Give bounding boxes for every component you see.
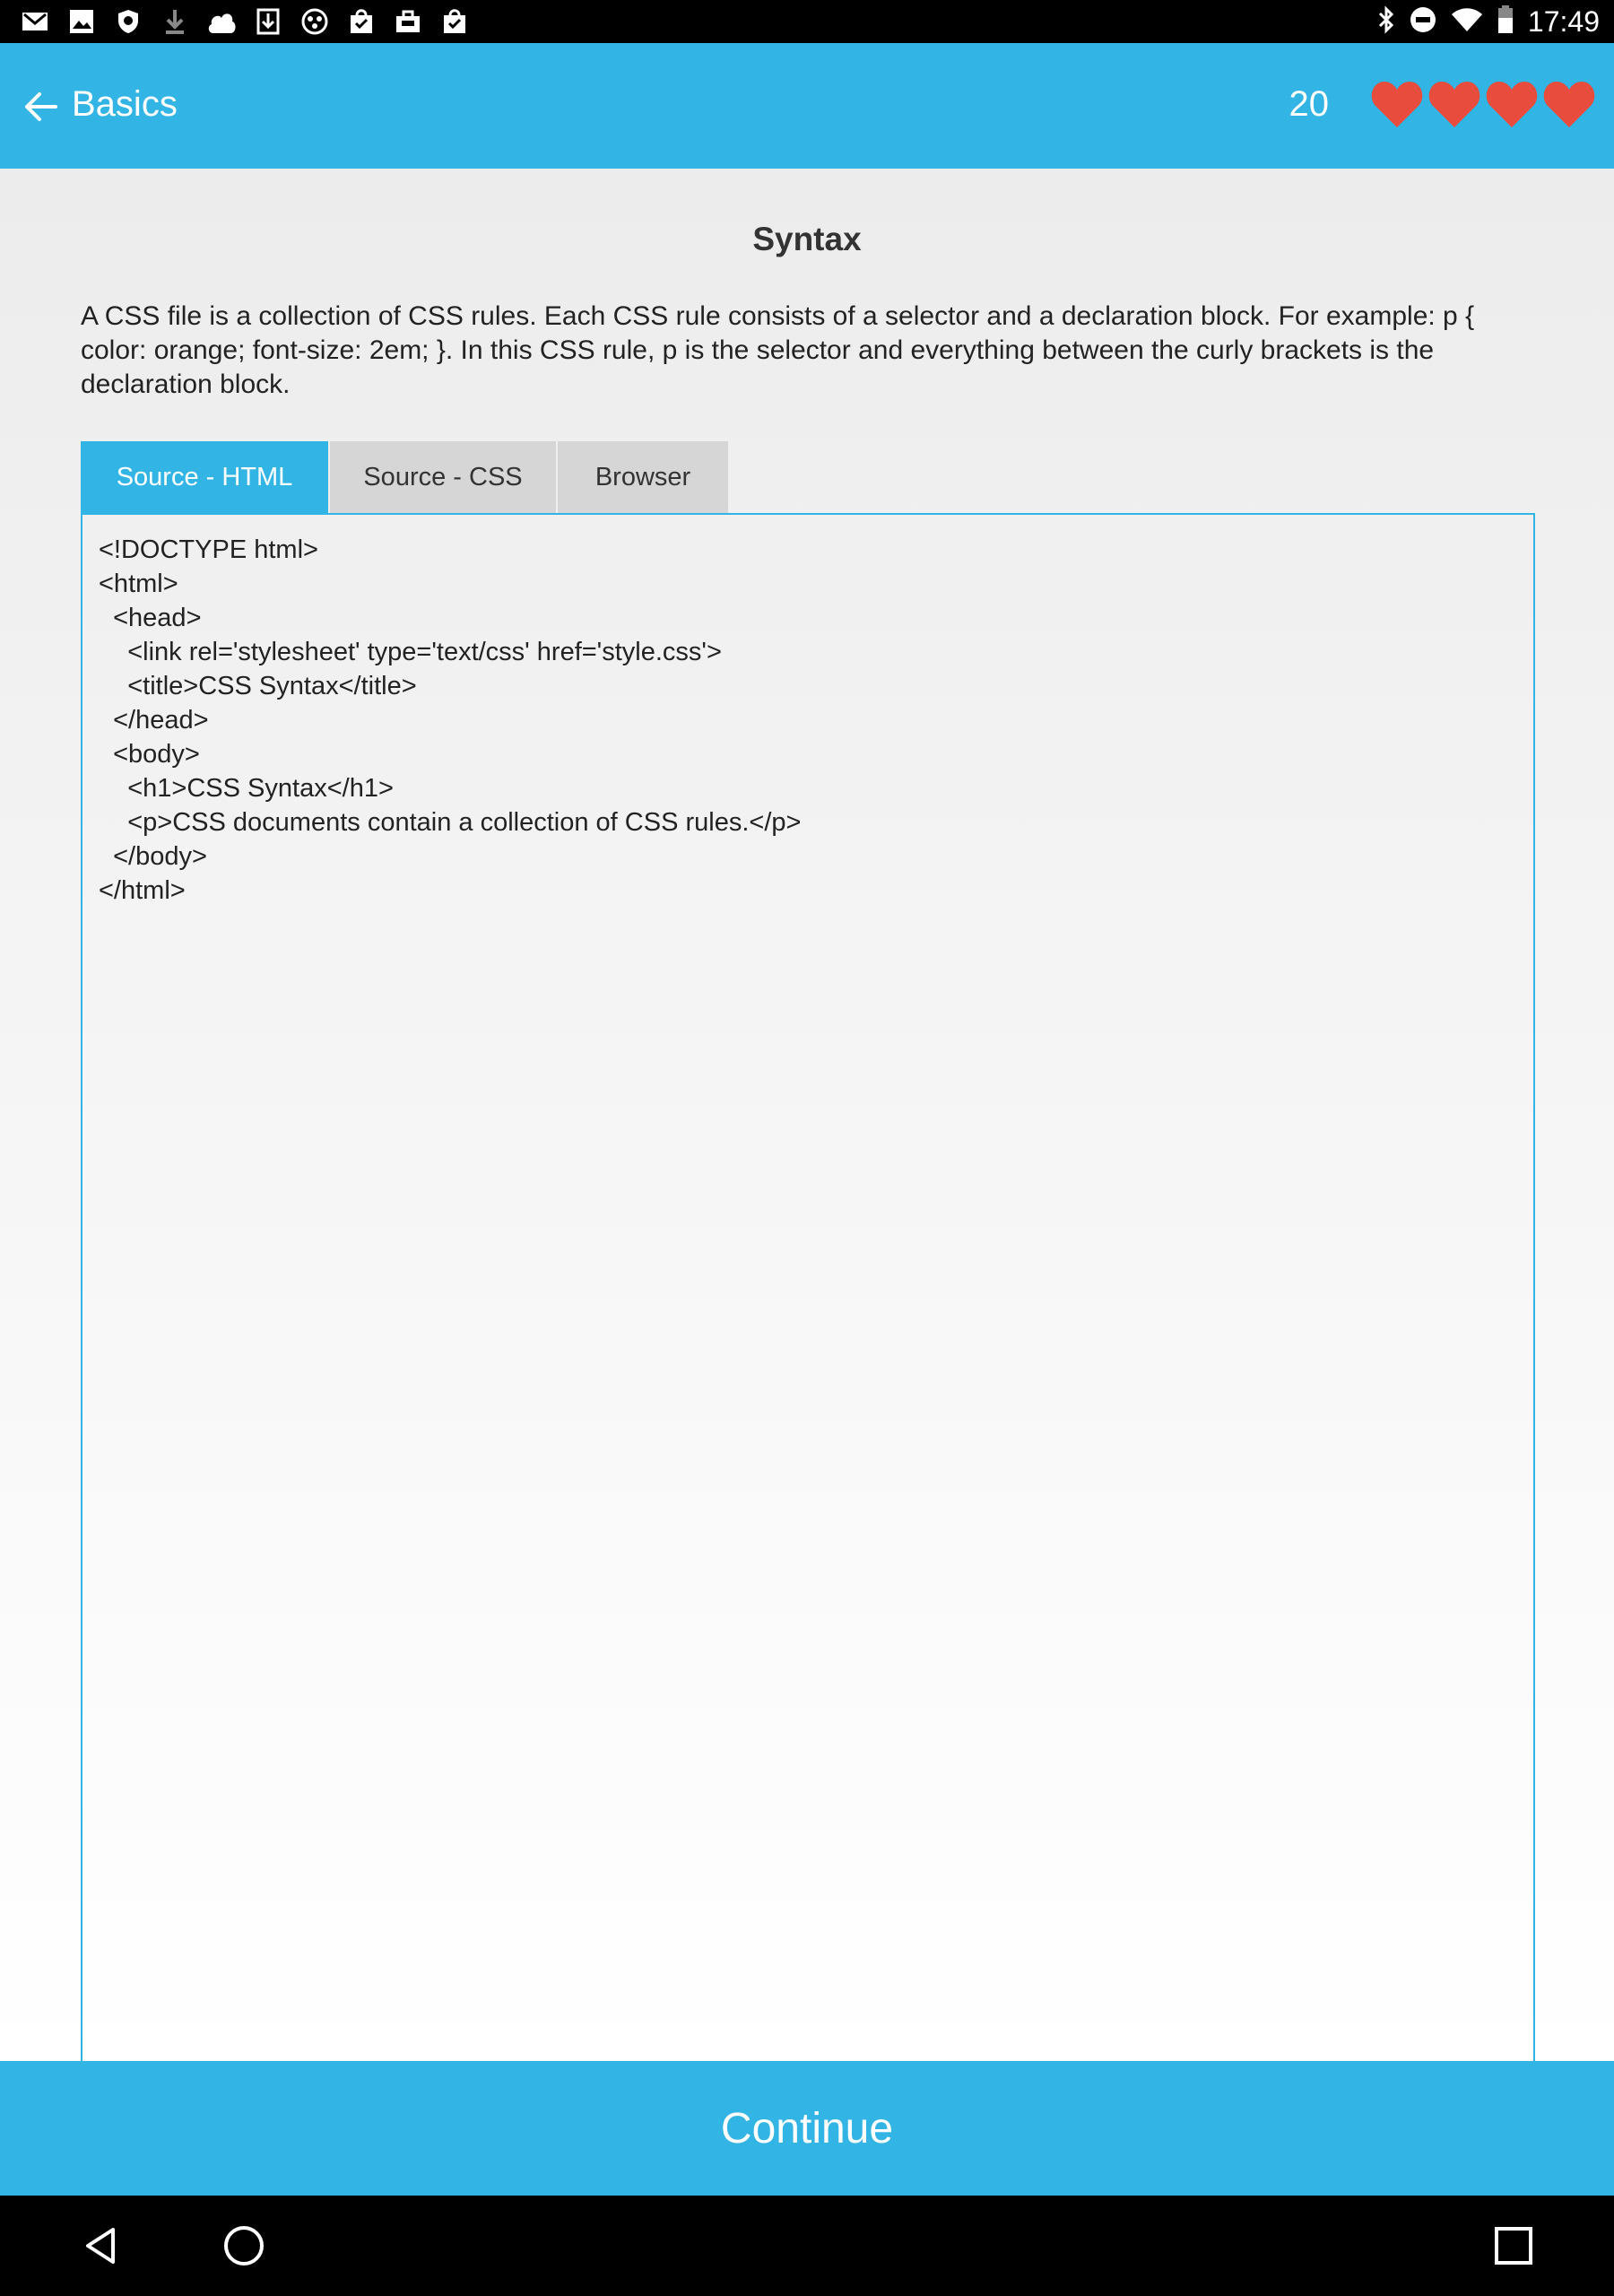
photo-icon bbox=[66, 7, 97, 36]
system-icons bbox=[1377, 4, 1600, 39]
heart-icon bbox=[1542, 79, 1596, 129]
nav-recent-apps-icon[interactable] bbox=[1494, 2226, 1533, 2266]
briefcase-icon bbox=[393, 7, 423, 36]
download-box-icon bbox=[253, 7, 283, 36]
code-line: <title>CSS Syntax</title> bbox=[99, 672, 417, 700]
lives-hearts bbox=[1370, 79, 1596, 129]
status-bar bbox=[0, 0, 1614, 43]
do-not-disturb-icon bbox=[1410, 6, 1436, 38]
code-line: <h1>CSS Syntax</h1> bbox=[99, 774, 394, 803]
lesson-content bbox=[0, 169, 1614, 2061]
battery-icon bbox=[1497, 5, 1514, 39]
vpn-shield-icon bbox=[113, 7, 143, 36]
tab-source-css[interactable]: Source - CSS bbox=[330, 441, 556, 513]
code-tabs bbox=[81, 441, 728, 513]
bluetooth-icon bbox=[1377, 5, 1395, 39]
gmail-icon bbox=[20, 7, 50, 36]
nav-home-icon[interactable] bbox=[222, 2224, 265, 2267]
download-icon bbox=[160, 7, 190, 36]
code-line: <body> bbox=[99, 740, 200, 769]
code-line: <html> bbox=[99, 570, 178, 598]
code-line: </html> bbox=[99, 876, 186, 905]
app-bar bbox=[0, 43, 1614, 169]
cloud-icon bbox=[206, 7, 237, 36]
navigation-bar bbox=[0, 2196, 1614, 2296]
code-line: </body> bbox=[99, 842, 207, 871]
score-count: 20 bbox=[1289, 84, 1329, 124]
heart-icon bbox=[1370, 79, 1424, 129]
tab-browser[interactable]: Browser bbox=[558, 441, 728, 513]
lesson-text: A CSS file is a collection of CSS rules. Each CSS rule consists of a selector and a declaration block. For example: p { color: orange; font-size: 2em; }. In this CSS rule, p is the selector and everything between the curly brackets is the declaration block. bbox=[81, 301, 1475, 399]
code-lines bbox=[99, 533, 801, 908]
shopping-bag-icon bbox=[439, 7, 470, 36]
code-line: <head> bbox=[99, 604, 202, 632]
app-title: Basics bbox=[72, 84, 178, 124]
back-arrow-icon[interactable] bbox=[20, 86, 61, 127]
status-time: 17:49 bbox=[1527, 4, 1600, 38]
game-controller-icon bbox=[299, 7, 330, 36]
nav-back-icon[interactable] bbox=[79, 2224, 122, 2267]
code-line: </head> bbox=[99, 706, 209, 735]
code-panel[interactable] bbox=[81, 513, 1535, 2063]
code-line: <p>CSS documents contain a collection of CSS rules.</p> bbox=[99, 808, 802, 837]
heart-icon bbox=[1485, 79, 1539, 129]
code-line: <link rel='stylesheet' type='text/css' href='style.css'> bbox=[99, 638, 722, 666]
heart-icon bbox=[1427, 79, 1481, 129]
lesson-title: Syntax bbox=[752, 221, 862, 257]
notification-icons bbox=[20, 7, 470, 36]
continue-button[interactable]: Continue bbox=[0, 2061, 1614, 2196]
tab-source-html[interactable]: Source - HTML bbox=[81, 441, 328, 513]
wifi-icon bbox=[1451, 7, 1483, 37]
shopping-bag-icon bbox=[346, 7, 377, 36]
code-line: <!DOCTYPE html> bbox=[99, 535, 318, 564]
